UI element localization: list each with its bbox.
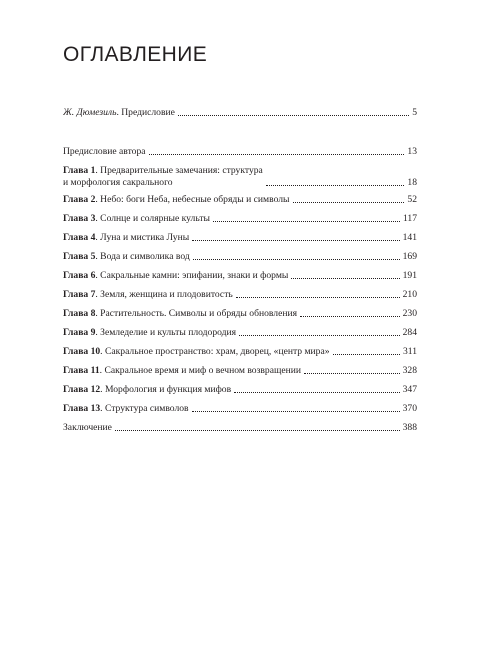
dot-leader [234, 392, 399, 393]
toc-page-number: 141 [402, 232, 417, 243]
toc-entry-line [63, 422, 112, 433]
dot-leader [236, 297, 400, 298]
dot-leader [115, 430, 400, 431]
chapter-number: Глава 2 [63, 194, 96, 205]
chapter-number: Глава 10 [63, 346, 101, 357]
toc-entry[interactable] [63, 346, 417, 358]
toc-page-number: 284 [402, 327, 417, 338]
chapter-title: . Солнце и солярные культы [95, 213, 210, 224]
chapter-title: . Луна и мистика Луны [95, 232, 190, 243]
chapter-number: Глава 9 [63, 327, 96, 338]
chapter-title: . Небо: боги Неба, небесные обряды и символы [95, 194, 290, 205]
chapter-title: . Земля, женщина и плодовитость [95, 289, 233, 300]
toc-entry[interactable] [63, 165, 417, 189]
toc-entry-label [63, 107, 175, 119]
toc-entry-label [63, 213, 210, 225]
toc-page-number: 52 [407, 194, 417, 205]
toc-entry-label [63, 346, 330, 358]
toc-entry-line [63, 403, 189, 414]
toc-entry-label [63, 403, 189, 415]
toc-entry[interactable] [63, 327, 417, 339]
toc-entry-line [63, 384, 231, 395]
toc-entry-line [63, 327, 236, 338]
toc-entry-line [63, 308, 297, 319]
page-title: ОГЛАВЛЕНИЕ [63, 43, 208, 66]
toc-entry-label [63, 384, 231, 396]
toc-entry-line [63, 194, 290, 205]
dot-leader [178, 115, 409, 116]
toc-entry[interactable] [63, 232, 417, 244]
chapter-title: Предисловие автора [63, 146, 146, 157]
chapter-number: Глава 1 [63, 165, 96, 176]
toc-page-number: 5 [412, 107, 417, 118]
toc-page-number: 311 [402, 346, 417, 357]
chapter-title: . Морфология и функция мифов [100, 384, 232, 395]
dot-leader [266, 185, 405, 186]
chapter-title: . Структура символов [100, 403, 189, 414]
toc-page-number: 191 [402, 270, 417, 281]
toc-entry-line [63, 270, 288, 281]
chapter-title-continued: и морфология сакрального [63, 177, 173, 188]
toc-entry[interactable] [63, 213, 417, 225]
chapter-number: Глава 8 [63, 308, 96, 319]
dot-leader [192, 411, 400, 412]
dot-leader [293, 202, 405, 203]
toc-page-number: 169 [402, 251, 417, 262]
toc-entry-label [63, 308, 297, 320]
chapter-number: Глава 4 [63, 232, 96, 243]
toc-entry-label [63, 327, 236, 339]
toc-entry-line [63, 213, 210, 224]
toc-entry[interactable] [63, 194, 417, 206]
chapter-number: Глава 11 [63, 365, 100, 376]
dot-leader [239, 335, 400, 336]
dot-leader [304, 373, 400, 374]
chapter-title: . Сакральные камни: эпифании, знаки и формы [95, 270, 289, 281]
toc-page-number: 347 [402, 384, 417, 395]
chapter-title: . Растительность. Символы и обряды обновления [95, 308, 298, 319]
toc-entry[interactable] [63, 146, 417, 158]
chapter-title: . Вода и символика вод [95, 251, 190, 262]
dot-leader [333, 354, 400, 355]
toc-entry[interactable] [63, 270, 417, 282]
toc-entry-line [63, 346, 330, 357]
toc-page-number: 18 [407, 177, 417, 188]
toc-page-number: 117 [402, 213, 417, 224]
chapter-number: Глава 5 [63, 251, 96, 262]
toc-entry[interactable] [63, 308, 417, 320]
chapter-title: . Предварительные замечания: структура [95, 165, 263, 176]
toc-entry-line [63, 251, 190, 262]
toc-page-number: 13 [407, 146, 417, 157]
toc-entry[interactable] [63, 365, 417, 377]
toc-entry-label [63, 365, 301, 377]
chapter-number: Глава 12 [63, 384, 101, 395]
toc-entry-foreword[interactable] [63, 107, 417, 119]
chapter-number: Глава 7 [63, 289, 96, 300]
toc-entry[interactable] [63, 289, 417, 301]
toc-entry-line [63, 289, 233, 300]
foreword-title: . Предисловие [116, 107, 175, 118]
toc-page-number: 370 [402, 403, 417, 414]
toc-entry-label [63, 422, 112, 434]
table-of-contents [63, 0, 417, 650]
chapter-number: Глава 6 [63, 270, 96, 281]
toc-page-number: 388 [402, 422, 417, 433]
toc-page-number: 328 [402, 365, 417, 376]
toc-entry[interactable] [63, 384, 417, 396]
dot-leader [192, 240, 399, 241]
toc-entry-label [63, 194, 290, 206]
toc-entry-line [63, 232, 189, 243]
toc-entry[interactable] [63, 251, 417, 263]
toc-entry-label [63, 232, 189, 244]
dot-leader [300, 316, 400, 317]
toc-entry-line [63, 365, 301, 376]
chapter-title: Заключение [63, 422, 112, 433]
toc-entry-label [63, 289, 233, 301]
toc-entry-line [63, 165, 263, 176]
toc-entry-label [63, 146, 146, 158]
toc-entry[interactable] [63, 403, 417, 415]
toc-entry-label [63, 251, 190, 263]
toc-entry[interactable] [63, 422, 417, 434]
dot-leader [291, 278, 399, 279]
chapter-title: . Земледелие и культы плодородия [95, 327, 237, 338]
toc-page-number: 230 [402, 308, 417, 319]
foreword-author: Ж. Дюмезиль [63, 107, 117, 118]
toc-entry-line [63, 146, 146, 157]
chapter-number: Глава 3 [63, 213, 96, 224]
dot-leader [213, 221, 400, 222]
toc-page-number: 210 [402, 289, 417, 300]
toc-entry-label [63, 165, 263, 189]
dot-leader [149, 154, 405, 155]
toc-entry-label [63, 270, 288, 282]
chapter-title: . Сакральное время и миф о вечном возвращении [99, 365, 302, 376]
chapter-title: . Сакральное пространство: храм, дворец, «центр мира» [100, 346, 330, 357]
chapter-number: Глава 13 [63, 403, 101, 414]
dot-leader [193, 259, 400, 260]
